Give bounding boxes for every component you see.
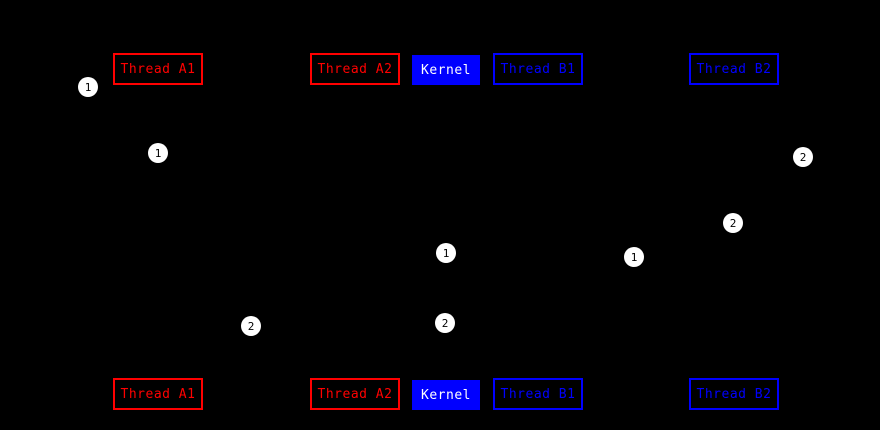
- step-marker: [624, 247, 644, 267]
- step-marker-label: 2: [729, 216, 737, 230]
- step-marker-label: 1: [630, 250, 638, 264]
- step-marker-label: 1: [154, 146, 162, 160]
- node-label: Thread A1: [120, 386, 196, 402]
- node-label: Kernel: [421, 62, 471, 78]
- node-label: Thread B2: [696, 61, 772, 77]
- node-thread-b1-bottom: [493, 378, 583, 410]
- node-label: Thread A2: [317, 61, 393, 77]
- step-marker: [78, 77, 98, 97]
- node-label: Thread A2: [317, 386, 393, 402]
- step-marker: [241, 316, 261, 336]
- node-kernel-top: [412, 55, 480, 85]
- step-marker-label: 1: [442, 246, 450, 260]
- node-kernel-bottom: [412, 380, 480, 410]
- node-thread-a2-bottom: [310, 378, 400, 410]
- step-marker: [723, 213, 743, 233]
- node-thread-a1-bottom: [113, 378, 203, 410]
- step-marker-label: 2: [799, 150, 807, 164]
- step-marker: [436, 243, 456, 263]
- node-label: Kernel: [421, 387, 471, 403]
- step-marker-label: 2: [247, 319, 255, 333]
- step-marker: [148, 143, 168, 163]
- step-marker: [435, 313, 455, 333]
- step-marker: [793, 147, 813, 167]
- node-thread-a1-top: [113, 53, 203, 85]
- node-label: Thread B1: [500, 61, 576, 77]
- step-marker-label: 1: [84, 80, 92, 94]
- node-label: Thread B2: [696, 386, 772, 402]
- step-marker-label: 2: [441, 316, 449, 330]
- node-label: Thread A1: [120, 61, 196, 77]
- node-thread-b2-bottom: [689, 378, 779, 410]
- node-thread-a2-top: [310, 53, 400, 85]
- node-thread-b1-top: [493, 53, 583, 85]
- node-label: Thread B1: [500, 386, 576, 402]
- node-thread-b2-top: [689, 53, 779, 85]
